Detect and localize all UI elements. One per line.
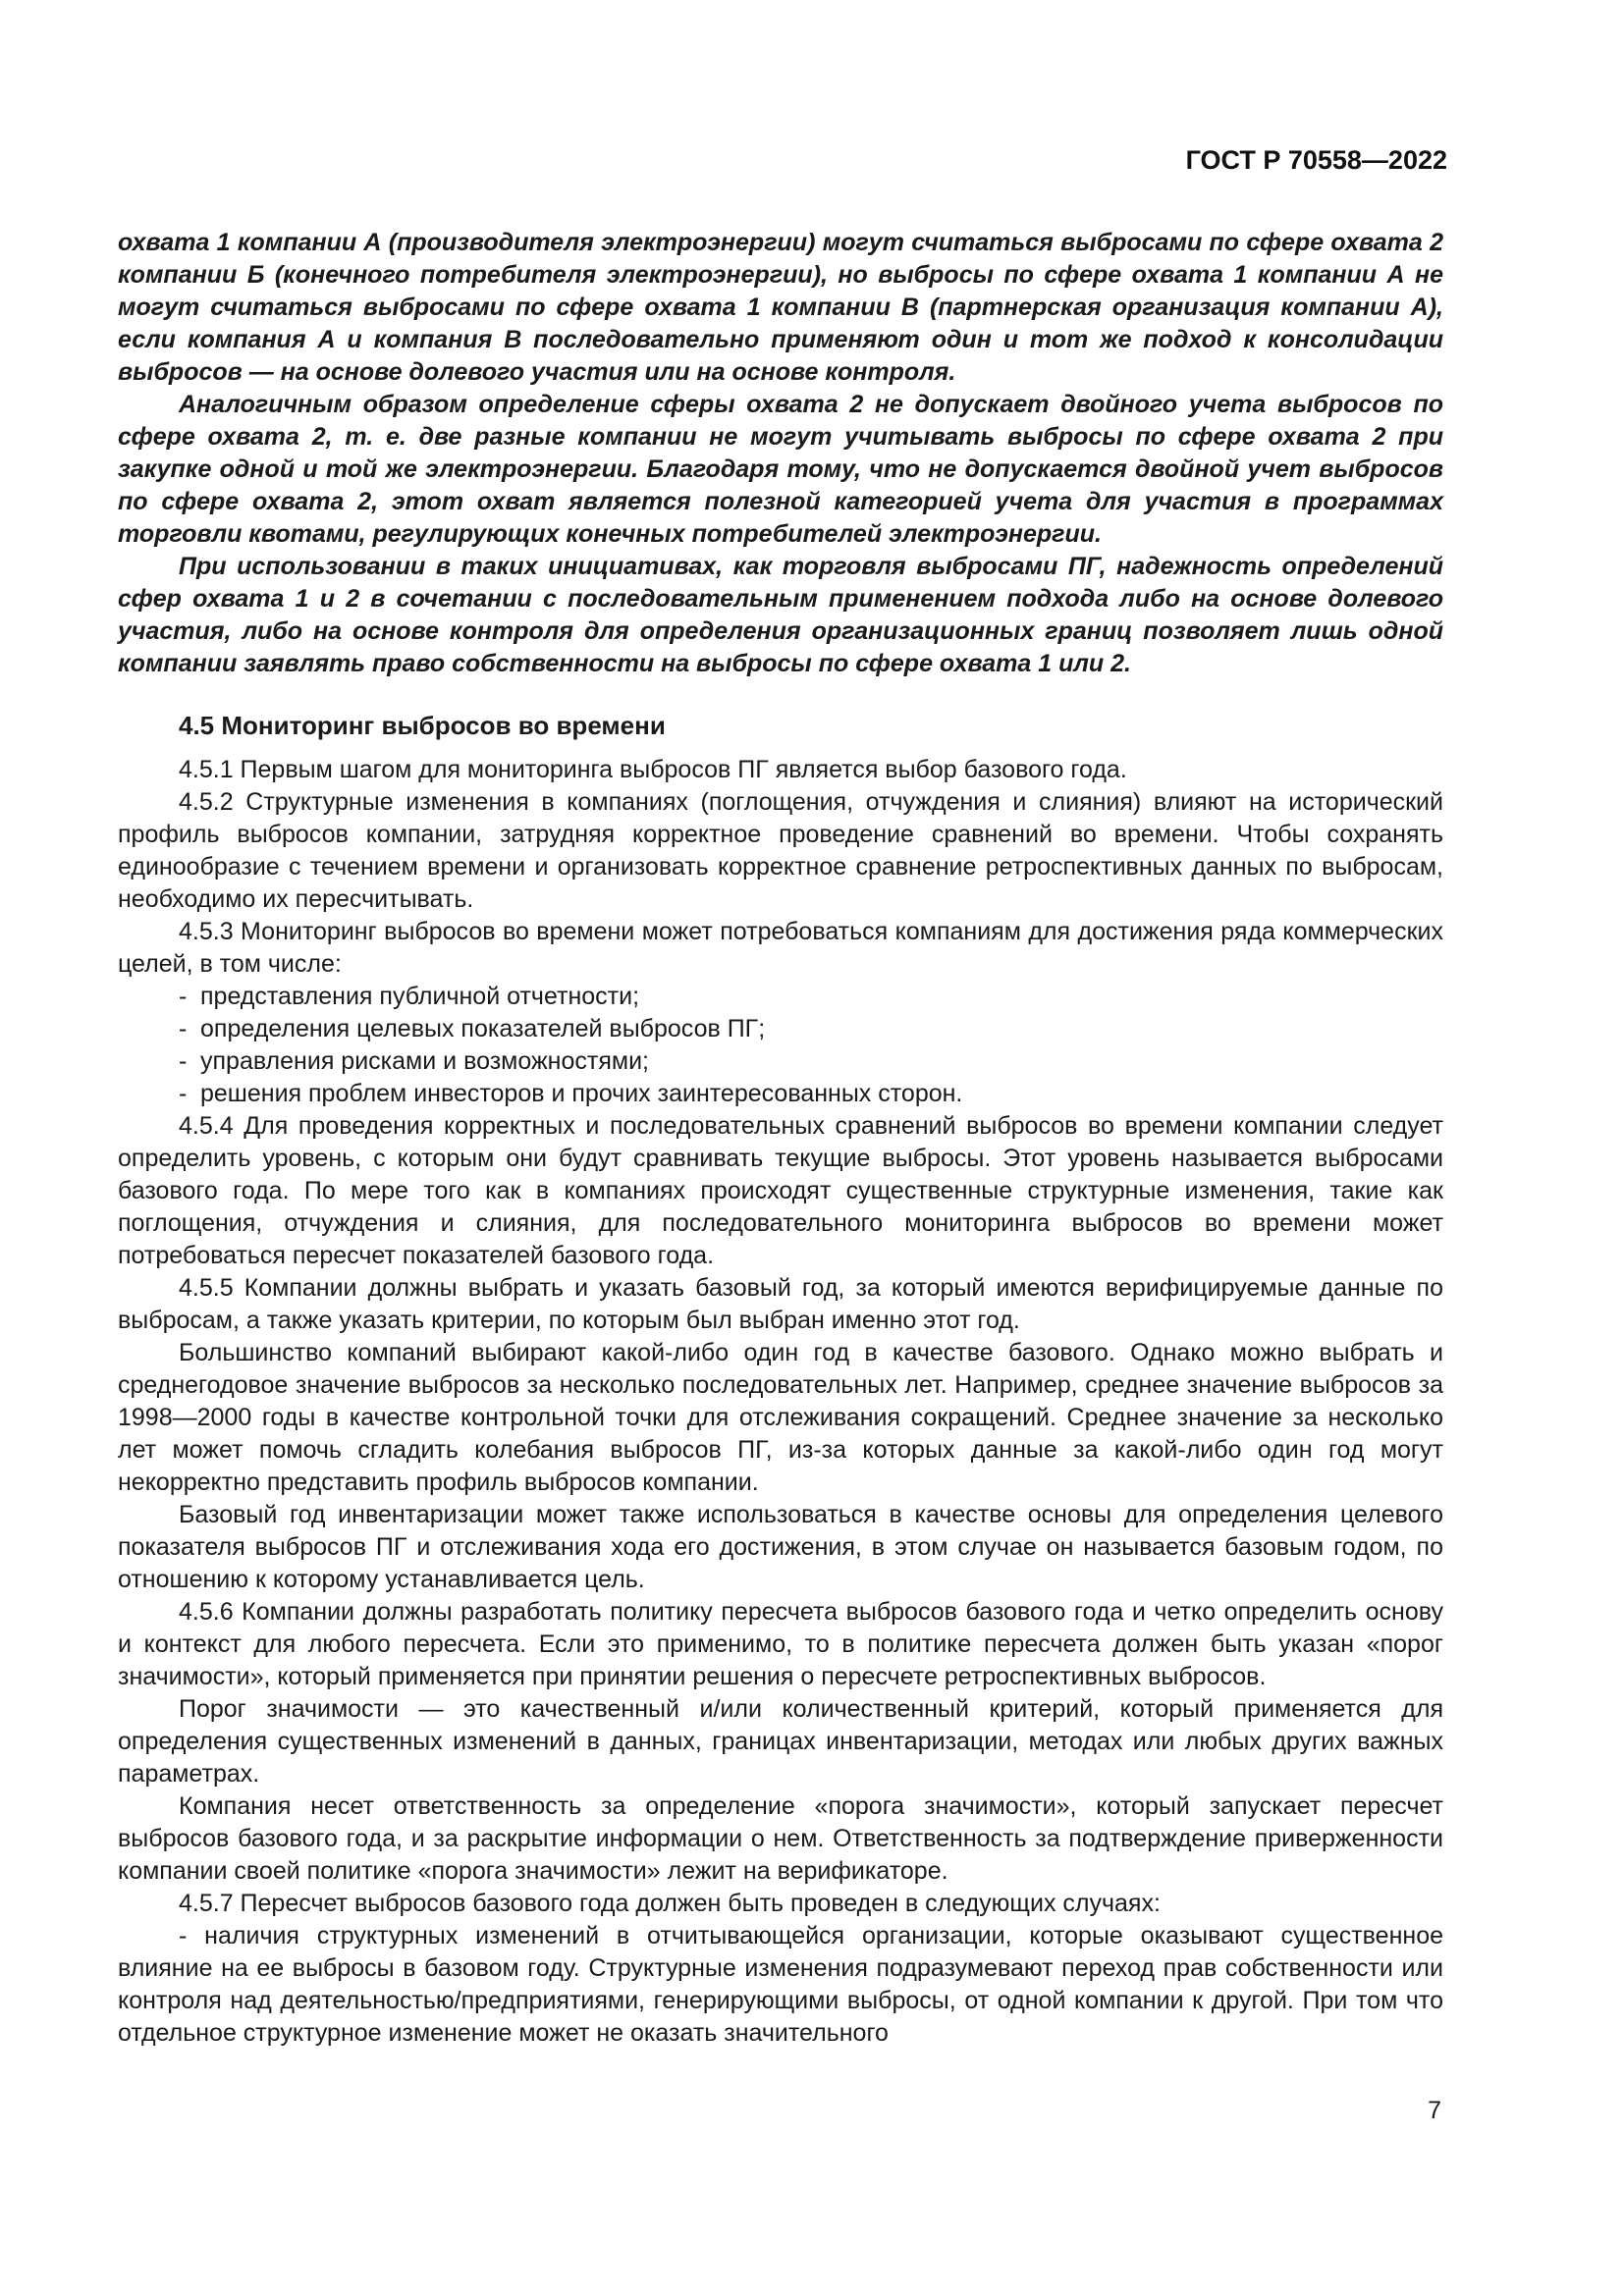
section-heading: 4.5 Мониторинг выбросов во времени bbox=[179, 711, 666, 740]
paragraph-4-5-5: 4.5.5 Компании должны выбрать и указать базовый год, за который имеются верифицируемые данные по выбросам, а также указать критерии, по которым был выбран именно этот год. bbox=[118, 1274, 1443, 1334]
paragraph-4-5-2: 4.5.2 Структурные изменения в компаниях (поглощения, отчуждения и слияния) влияют на исторический профиль выбросов компании, затрудняя корректное проведение сравнений во времени. Чтобы сохранять единообразие с течением времени и организовать корректное сравнение ретроспективных данных по выбросам, необходимо их пересчитывать. bbox=[118, 788, 1443, 913]
document-body bbox=[118, 227, 1443, 2050]
paragraph-4-5-4: 4.5.4 Для проведения корректных и последовательных сравнений выбросов во времени компании следует определить уровень, с которым они будут сравнивать текущие выбросы. Этот уровень называется выбросами базового года. По мере того как в компаниях происходят существенные структурные изменения, такие как поглощения, отчуждения и слияния, для последовательного мониторинга выбросов во времени может потребоваться пересчет показателей базового года. bbox=[118, 1112, 1443, 1269]
standard-designation: ГОСТ Р 70558—2022 bbox=[1185, 145, 1447, 175]
list-item: - представления публичной отчетности; bbox=[179, 983, 640, 1010]
note-paragraph-2: Аналогичным образом определение сферы охвата 2 не допускает двойного учета выбросов по сфере охвата 2, т. е. две разные компании не могут учитывать выбросы по сфере охвата 2 при закупке одной и той же электроэнергии. Благодаря тому, что не допускается двойной учет выбросов по сфере охвата 2, этот охват является полезной категорией учета для участия в программах торговли квотами, регулирующих конечных потребителей электроэнергии. bbox=[118, 391, 1443, 548]
note-paragraph-3: При использовании в таких инициативах, как торговля выбросами ПГ, надежность определений сфер охвата 1 и 2 в сочетании с последовательным применением подхода либо на основе долевого участия, либо на основе контроля для определения организационных границ позволяет лишь одной компании заявлять право собственности на выбросы по сфере охвата 1 или 2. bbox=[118, 553, 1443, 677]
page-number: 7 bbox=[1428, 2097, 1441, 2124]
paragraph-4-5-5-b: Большинство компаний выбирают какой-либо один год в качестве базового. Однако можно выбрать и среднегодовое значение выбросов за несколько последовательных лет. Например, среднее значение выбросов за 1998—2000 годы в качестве контрольной точки для отслеживания сокращений. Среднее значение за несколько лет может помочь сгладить колебания выбросов ПГ, из-за которых данные за какой-либо один год могут некорректно представить профиль выбросов компании. bbox=[118, 1339, 1443, 1496]
list-item: - управления рисками и возможностями; bbox=[179, 1047, 649, 1075]
paragraph-4-5-5-c: Базовый год инвентаризации может также использоваться в качестве основы для определения целевого показателя выбросов ПГ и отслеживания хода его достижения, в этом случае он называется базовым годом, по отношению к которому устанавливается цель. bbox=[118, 1501, 1443, 1593]
paragraph-4-5-7-a: - наличия структурных изменений в отчитывающейся организации, которые оказывают существенное влияние на ее выбросы в базовом году. Структурные изменения подразумевают переход прав собственности или контроля над деятельностью/предприятиями, генерирующими выбросы, от одной компании к другой. При том что отдельное структурное изменение может не оказать значительного bbox=[118, 1922, 1443, 2047]
list-item: - определения целевых показателей выбросов ПГ; bbox=[179, 1015, 766, 1042]
paragraph-4-5-6-b: Порог значимости — это качественный и/или количественный критерий, который применяется для определения существенных изменений в данных, границах инвентаризации, методах или любых других важных параметрах. bbox=[118, 1695, 1443, 1788]
paragraph-4-5-6-c: Компания несет ответственность за определение «порога значимости», который запускает пересчет выбросов базового года, и за раскрытие информации о нем. Ответственность за подтверждение приверженности компании своей политике «порога значимости» лежит на верификаторе. bbox=[118, 1792, 1443, 1885]
list-item: - решения проблем инвесторов и прочих заинтересованных сторон. bbox=[179, 1080, 963, 1107]
italic-note-block bbox=[118, 227, 1443, 680]
paragraph-4-5-6: 4.5.6 Компании должны разработать политику пересчета выбросов базового года и четко определить основу и контекст для любого пересчета. Если это применимо, то в политике пересчета должен быть указан «порог значимости», который применяется при принятии решения о пересчете ретроспективных выбросов. bbox=[118, 1598, 1443, 1690]
goals-list bbox=[118, 981, 1443, 1110]
paragraph-4-5-1: 4.5.1 Первым шагом для мониторинга выбросов ПГ является выбор базового года. bbox=[179, 756, 1127, 783]
paragraph-4-5-3: 4.5.3 Мониторинг выбросов во времени может потребоваться компаниям для достижения ряда коммерческих целей, в том числе: bbox=[118, 918, 1443, 978]
note-paragraph-1: охвата 1 компании А (производителя электроэнергии) могут считаться выбросами по сфере охвата 2 компании Б (конечного потребителя электроэнергии), но выбросы по сфере охвата 1 компании А не могут считаться выбросами по сфере охвата 1 компании В (партнерская организация компании А), если компания А и компания В последовательно применяют один и тот же подход к консолидации выбросов — на основе долевого участия или на основе контроля. bbox=[118, 229, 1443, 386]
paragraph-4-5-7: 4.5.7 Пересчет выбросов базового года должен быть проведен в следующих случаях: bbox=[179, 1890, 1161, 1917]
